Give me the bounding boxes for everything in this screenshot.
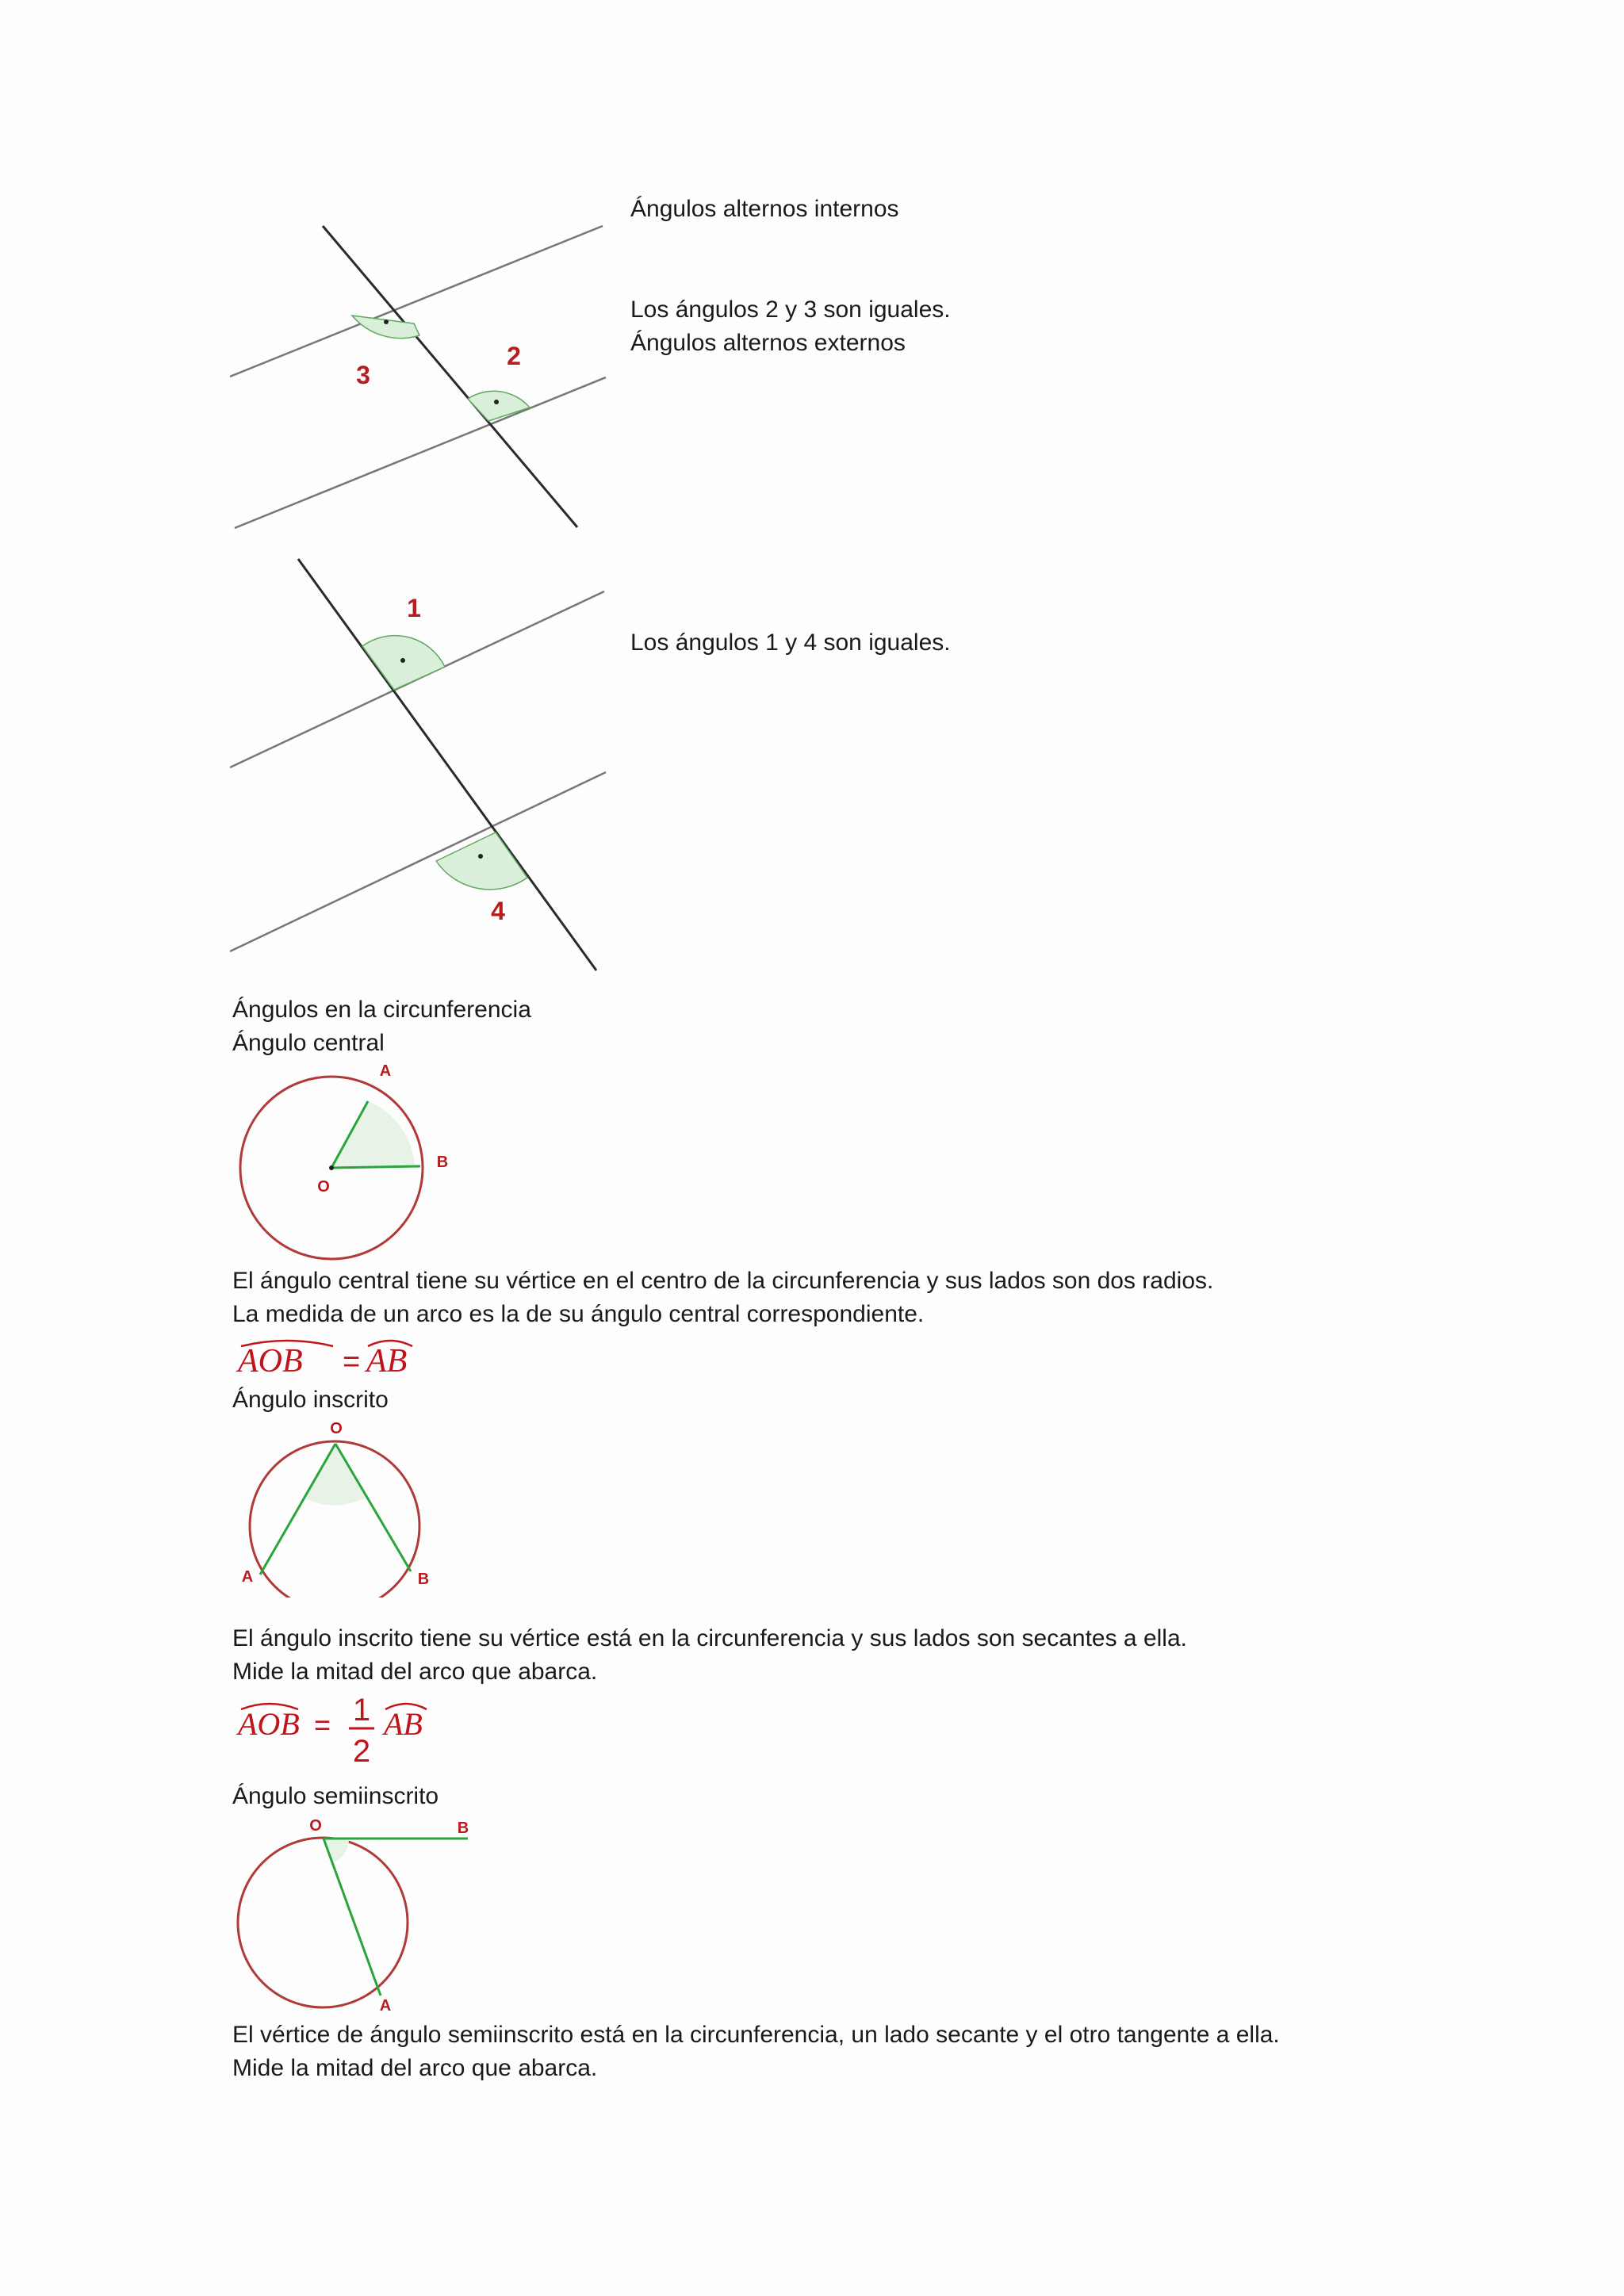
heading-angulo-inscrito: Ángulo inscrito: [232, 1387, 389, 1413]
angle-4-marker: [436, 832, 527, 890]
heading-alternos-internos: Ángulos alternos internos: [630, 196, 899, 222]
angle-2-marker: [468, 391, 530, 421]
alternos-internos-figure: [230, 222, 611, 531]
angle-1-dot: [400, 658, 405, 663]
formula-numerator: 1: [352, 1693, 371, 1728]
formula-lhs: AOB: [238, 1706, 300, 1742]
circle: [238, 1838, 408, 2007]
heading-alternos-externos: Ángulos alternos externos: [630, 330, 906, 356]
label-b: B: [457, 1820, 469, 1837]
formula-rhs: AB: [384, 1706, 423, 1742]
parallel-line-lower: [235, 377, 606, 528]
label-a: A: [379, 1997, 392, 2014]
parallel-line-lower: [230, 772, 606, 951]
heading-angulos-circunferencia: Ángulos en la circunferencia: [232, 997, 531, 1023]
label-b: B: [417, 1571, 430, 1588]
formula-equals: =: [314, 1709, 331, 1741]
formula-central: [235, 1332, 425, 1380]
angle-label-2: 2: [507, 342, 521, 370]
radius-ob: [331, 1166, 420, 1168]
desc-inscrito-2: Mide la mitad del arco que abarca.: [232, 1659, 598, 1685]
angulo-central-figure: [230, 1058, 460, 1265]
angle-1-marker: [362, 636, 445, 690]
angle-4-dot: [478, 854, 483, 859]
desc-alternos-externos: Los ángulos 1 y 4 son iguales.: [630, 629, 951, 656]
angle-label-3: 3: [356, 361, 370, 389]
angle-label-4: 4: [491, 897, 505, 925]
center-dot: [329, 1165, 334, 1170]
formula-lhs: AOB: [238, 1343, 303, 1380]
label-b: B: [436, 1154, 449, 1171]
transversal-line: [298, 559, 596, 970]
angulo-semiinscrito-figure: [230, 1816, 484, 2014]
heading-angulo-central: Ángulo central: [232, 1030, 385, 1056]
parallel-line-upper: [230, 226, 603, 377]
angle-label-1: 1: [407, 594, 421, 622]
angle-3-marker: [352, 316, 419, 339]
formula-equals: =: [343, 1345, 361, 1379]
label-a: A: [241, 1568, 254, 1586]
heading-angulo-semiinscrito: Ángulo semiinscrito: [232, 1783, 439, 1809]
desc-central-2: La medida de un arco es la de su ángulo central correspondiente.: [232, 1301, 925, 1327]
alternos-externos-figure: [230, 555, 611, 975]
label-o: O: [309, 1817, 322, 1835]
formula-inscrito: [235, 1689, 441, 1776]
label-o: O: [330, 1420, 343, 1437]
angle-3-dot: [384, 320, 389, 324]
desc-inscrito-1: El ángulo inscrito tiene su vértice está en la circunferencia y sus lados son secantes a ella.: [232, 1625, 1187, 1651]
desc-semiinscrito-1: El vértice de ángulo semiinscrito está en la circunferencia, un lado secante y el otro tangente a ella.: [232, 2022, 1280, 2048]
angulo-inscrito-figure: [230, 1419, 444, 1598]
formula-denominator: 2: [352, 1734, 371, 1769]
formula-rhs: AB: [366, 1343, 408, 1380]
desc-semiinscrito-2: Mide la mitad del arco que abarca.: [232, 2055, 598, 2081]
desc-alternos-internos: Los ángulos 2 y 3 son iguales.: [630, 297, 951, 323]
angle-2-dot: [494, 400, 499, 404]
label-o: O: [317, 1178, 330, 1196]
label-a: A: [379, 1062, 392, 1080]
desc-central-1: El ángulo central tiene su vértice en el centro de la circunferencia y sus lados son dos radios.: [232, 1268, 1214, 1294]
